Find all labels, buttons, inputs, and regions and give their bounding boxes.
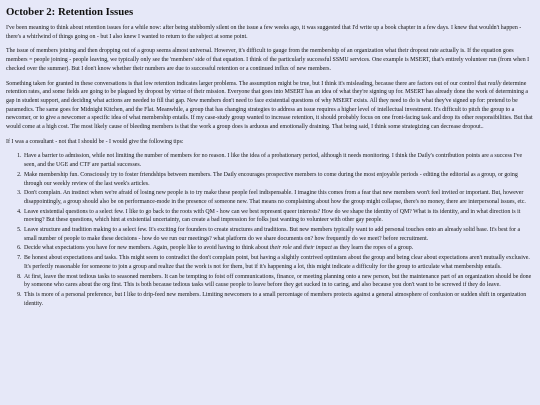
tip-item: 3. Don't complain. An instinct when we're afraid of losing new people is to try make these people feel indispensable. I imagine this comes from a fear that new members won't feel invited or important. But, however disappointingly, a group should also be on performance-mode in the presence of someone new. That means no complaining about how the group might collapse, there's no money, there are interpersonal issues, etc. [23,189,534,206]
paragraph-dropout: The issue of members joining and then dropping out of a group seems almost universal. However, it's difficult to gauge from the membership of an organization what their dropout rate actually is. If the equation goes members = people joining - people leaving, we typically only see the 'members' side of that equation. I think of the particularly successful SSMU services. One example is MSERT, that's entirely volunteer run (from when I checked over the summer). But I don't know whether their numbers are due to successful retention or a continued influx of new members. [6,48,530,72]
tip-item [23,244,534,253]
tip-item: 9. This is more of a personal preference, but I like to drip-feed new members. Limiting newcomers to a small percentage of members protects against a general atmosphere of confusion or sudden shift in organization identity. [23,291,534,308]
paragraph-tips-intro: If I was a consultant - not that I should be - I would give the following tips: [6,138,184,145]
emphasis-their-role: their role [269,245,292,252]
tip-text-mid: and [291,245,304,252]
paragraph-retention-start: Something taken for granted in these conversations is that low retention indicates larger problems. The assumption might be true, but I think it's misleading, because there are factors out of our control that [6,80,488,87]
tip-item: 5. Leave structure and tradition making to a select few. It's exciting for founders to create structures and traditions. But new members typically want to add personal touches onto an already solid base. It's best for a small number of people to make these decisions - how do we run our meetings? what platform do we share documents on? how frequently do we meet? before recruitment. [23,226,534,243]
paragraph-retention-end: determine retention rates, and some fields are going to be plagued by dropout by virtue of their mission. Everyone that goes into MSERT has an idea of what they're signing up for. MSERT has already done the work of determining a gap in student support, and deciding what actions are needed to fill that gap. New members don't need to face existential questions of why MSERT exists. All they need to do is what they've signed up for: pretend to be paramedics. The same goes for Midnight Kitchen, and the Flat. Meanwhile, a group that has changing strategies to address an issue requires a higher level of intellectual investment. It's difficult to pitch the group to a newcomer, or to give a newcomer a specific idea of what membership entails. If my case-study group wanted to increase retention, it should probably focus on one front-facing task and drop its other responsibilities. But that would come at a high cost. The most likely cause of bleeding members is that the work a group does is arduous and emotionally draining. That being said, I think some strategizing can decrease dropout.. [6,80,533,131]
tip-item: 7. Be honest about expectations and tasks. This might seem to contradict the don't complain point, but having a slightly contrived optimism about the group and being clear about expectations aren't mutually exclusive. It's perfectly reasonable for someone to join a group and realize that the work is not for them, but if it's happening a lot, this might indicate a difficulty for the group to articulate what membership entails. [23,254,534,271]
emphasis-their-impact: their impact [303,245,332,252]
post-title: October 2: Retention Issues [6,6,134,18]
tip-item: 4. Leave existential questions to a select few. I like to go back to the roots with QM - how can we best represent queer interests? How do we shape the identity of QM? What is its identity, and in what direction is it moving? But these questions, which hint at existential uncertainty, can create a bad impression for folks just wanting to volunteer with other gay people. [23,208,534,225]
tip-item: 8. At first, leave the most tedious tasks to seasoned members. It can be tempting to foist off communications, finance, or meeting planning onto a new person, but the maintenance part of an organization should be done by someone who cares about the org first. This is both because tedious tasks will cause people to leave before they get sucked in to caring, and also because you don't want to be screwed if they do leave. [23,273,534,290]
tip-text-end: as they learn the ropes of a group. [331,245,414,252]
tip-item: 2. Make membership fun. Consciously try to foster friendships between members. The Daily encourages prospective members to come during the most enjoyable periods - editing the editorial as a group, or going through our weekly review of the last week's articles. [23,171,534,188]
tip-text: Decide what expectations you have for new members. Again, people like to avoid having to think about [24,245,270,252]
paragraph-retention [6,80,534,132]
paragraph-intro: I've been meaning to think about retention issues for a while now: after being stubbornly silent on the issue a few weeks ago, it was suggested that I'd write up a book chapter in a few days. I knew that wouldn't happen - there's a whirlwind of things going on - but I also knew I wanted to return to the subject at some point. [6,25,522,40]
tip-item: 1. Have a barrier to admission, while not limiting the number of members for no reason. I like the idea of a probationary period, although it needs monitoring. I think the Daily's contribution points are a success I've seen, and the UGE and CTF are partial successes. [23,152,534,169]
emphasis-really: really [487,80,502,87]
tips-list [6,152,534,308]
